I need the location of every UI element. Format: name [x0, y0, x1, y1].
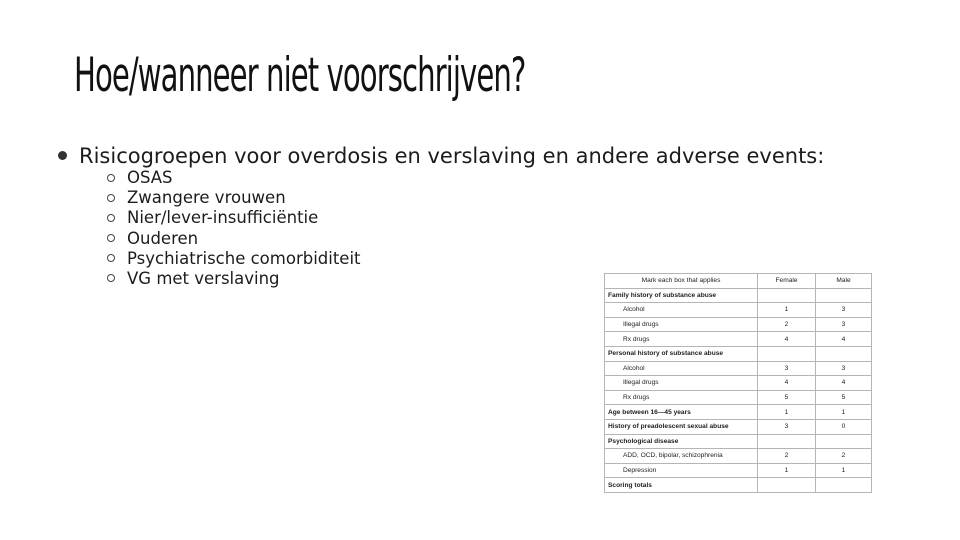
table-cell-male: 5: [816, 390, 872, 405]
table-cell-male: 4: [816, 332, 872, 347]
sub-bullet-item: [107, 208, 361, 228]
table-cell-label: Illegal drugs: [605, 376, 758, 391]
table-section-row: [605, 434, 872, 449]
table-row: [605, 405, 872, 420]
table-cell-female: 5: [758, 390, 816, 405]
sub-bullet-text: Psychiatrische comorbiditeit: [127, 248, 361, 268]
table-cell-label: Depression: [605, 463, 758, 478]
table-section-row: [605, 288, 872, 303]
table-cell-label: Psychological disease: [605, 434, 758, 449]
table-cell-female: [758, 288, 816, 303]
table-row: [605, 390, 872, 405]
sub-bullet-item: [107, 168, 361, 188]
circle-bullet-icon: [107, 274, 115, 282]
table-cell-female: [758, 478, 816, 493]
table-cell-label: Age between 16—45 years: [605, 405, 758, 420]
circle-bullet-icon: [107, 194, 115, 202]
sub-bullet-text: Ouderen: [127, 228, 199, 248]
table-cell-female: 2: [758, 317, 816, 332]
table-cell-female: 1: [758, 405, 816, 420]
table-cell-male: [816, 346, 872, 361]
table-section-row: [605, 346, 872, 361]
column-header-item: Mark each box that applies: [605, 274, 758, 289]
table-row: [605, 478, 872, 493]
risk-score-table: [604, 273, 872, 493]
table-cell-female: 4: [758, 376, 816, 391]
table-cell-label: Alcohol: [605, 303, 758, 318]
table-cell-female: 4: [758, 332, 816, 347]
table-cell-female: 2: [758, 449, 816, 464]
sub-bullet-text: VG met verslaving: [127, 268, 280, 288]
table-row: [605, 463, 872, 478]
table-cell-female: 3: [758, 361, 816, 376]
table-cell-male: 2: [816, 449, 872, 464]
column-header-male: Male: [816, 274, 872, 289]
table-cell-male: 0: [816, 419, 872, 434]
table-cell-label: Alcohol: [605, 361, 758, 376]
table-cell-female: 3: [758, 419, 816, 434]
table-row: [605, 303, 872, 318]
sub-bullet-item: [107, 188, 361, 208]
main-bullet: [58, 142, 824, 170]
table-cell-male: 4: [816, 376, 872, 391]
table-cell-label: History of preadolescent sexual abuse: [605, 419, 758, 434]
table-row: [605, 317, 872, 332]
table-row: [605, 449, 872, 464]
table-cell-female: [758, 346, 816, 361]
table-header-row: [605, 274, 872, 289]
slide-title: Hoe/wanneer niet voorschrijven?: [74, 48, 526, 103]
sub-bullet-text: Nier/lever-insufficiëntie: [127, 208, 319, 228]
table-cell-label: Illegal drugs: [605, 317, 758, 332]
table-row: [605, 332, 872, 347]
table-cell-label: Rx drugs: [605, 332, 758, 347]
table-cell-label: Family history of substance abuse: [605, 288, 758, 303]
sub-bullet-item: [107, 229, 361, 249]
sub-bullet-text: Zwangere vrouwen: [127, 188, 286, 208]
circle-bullet-icon: [107, 214, 115, 222]
column-header-female: Female: [758, 274, 816, 289]
circle-bullet-icon: [107, 254, 115, 262]
table-cell-label: ADD, OCD, bipolar, schizophrenia: [605, 449, 758, 464]
table-cell-male: [816, 434, 872, 449]
bullet-dot-icon: [58, 151, 67, 160]
table-cell-male: 3: [816, 303, 872, 318]
table-cell-label: Rx drugs: [605, 390, 758, 405]
sub-bullet-list: [107, 168, 361, 289]
circle-bullet-icon: [107, 174, 115, 182]
table-cell-male: [816, 288, 872, 303]
sub-bullet-item: [107, 249, 361, 269]
main-bullet-text: Risicogroepen voor overdosis en verslaving en andere adverse events:: [79, 144, 825, 168]
table-cell-label: Personal history of substance abuse: [605, 346, 758, 361]
circle-bullet-icon: [107, 234, 115, 242]
table-cell-female: 1: [758, 463, 816, 478]
table-cell-female: [758, 434, 816, 449]
table-cell-label: Scoring totals: [605, 478, 758, 493]
sub-bullet-text: OSAS: [127, 168, 173, 187]
table-cell-female: 1: [758, 303, 816, 318]
table-cell-male: 3: [816, 317, 872, 332]
table-row: [605, 376, 872, 391]
sub-bullet-item: [107, 269, 361, 289]
table-cell-male: 1: [816, 463, 872, 478]
table-cell-male: [816, 478, 872, 493]
table-cell-male: 1: [816, 405, 872, 420]
table-row: [605, 419, 872, 434]
table-row: [605, 361, 872, 376]
table-cell-male: 3: [816, 361, 872, 376]
